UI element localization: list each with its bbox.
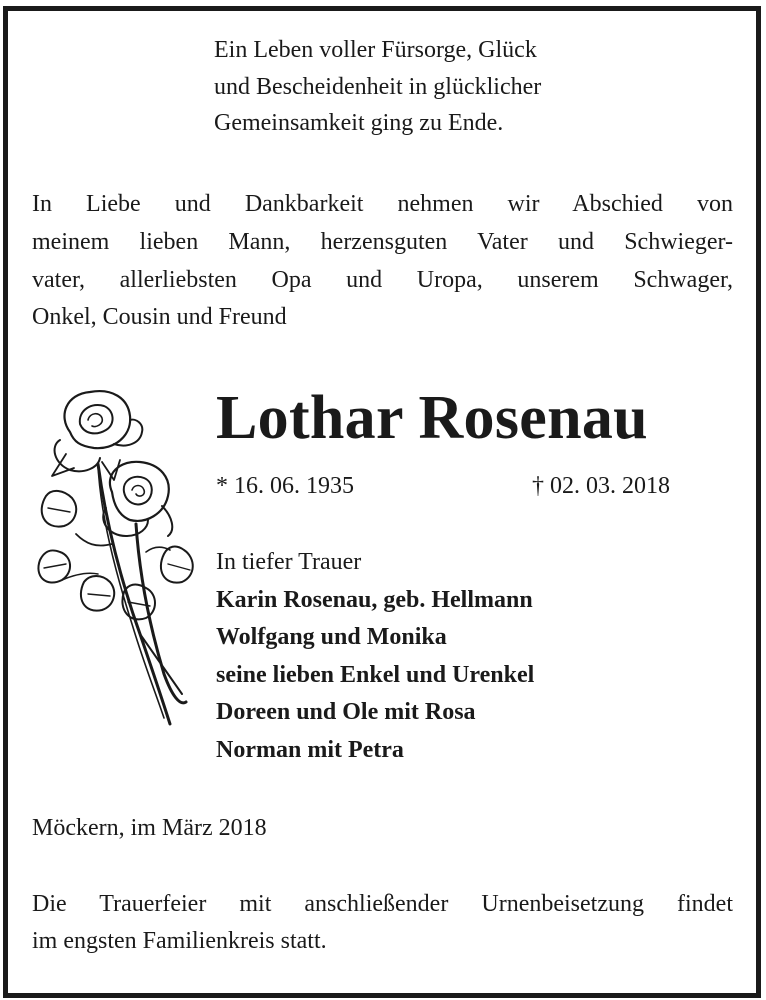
mourners-block [216,544,534,769]
ceremony-line: Die Trauerfeier mit anschließender Urnenbeisetzung findet [32,891,733,917]
death-date: † 02. 03. 2018 [532,473,670,499]
mourner-name: Doreen und Ole mit Rosa [216,699,476,725]
mourner-name: Wolfgang und Monika [216,624,447,650]
motto [214,32,674,142]
birth-date: * 16. 06. 1935 [216,473,354,499]
mourner-name: seine lieben Enkel und Urenkel [216,661,535,688]
intro-line: meinem lieben Mann, herzensguten Vater und Schwieger- [32,228,733,255]
ceremony-line: im engsten Familienkreis statt. [32,927,327,954]
intro-line: In Liebe und Dankbarkeit nehmen wir Abschied von [32,191,733,217]
mourner-name: Norman mit Petra [216,736,404,763]
intro-paragraph [32,186,733,337]
ceremony-note [32,886,733,959]
deceased-name: Lothar Rosenau [216,384,648,452]
motto-line: Ein Leben voller Fürsorge, Glück [214,37,537,63]
roses-illustration [36,384,198,730]
motto-line: und Bescheidenheit in glücklicher [214,73,542,100]
mourners-intro: In tiefer Trauer [216,549,362,575]
mourner-name: Karin Rosenau, geb. Hellmann [216,586,533,613]
motto-line: Gemeinsamkeit ging zu Ende. [214,110,504,136]
intro-line: vater, allerliebsten Opa und Uropa, unserem Schwager, [32,266,733,293]
place-date: Möckern, im März 2018 [32,815,267,841]
intro-line: Onkel, Cousin und Freund [32,304,287,331]
